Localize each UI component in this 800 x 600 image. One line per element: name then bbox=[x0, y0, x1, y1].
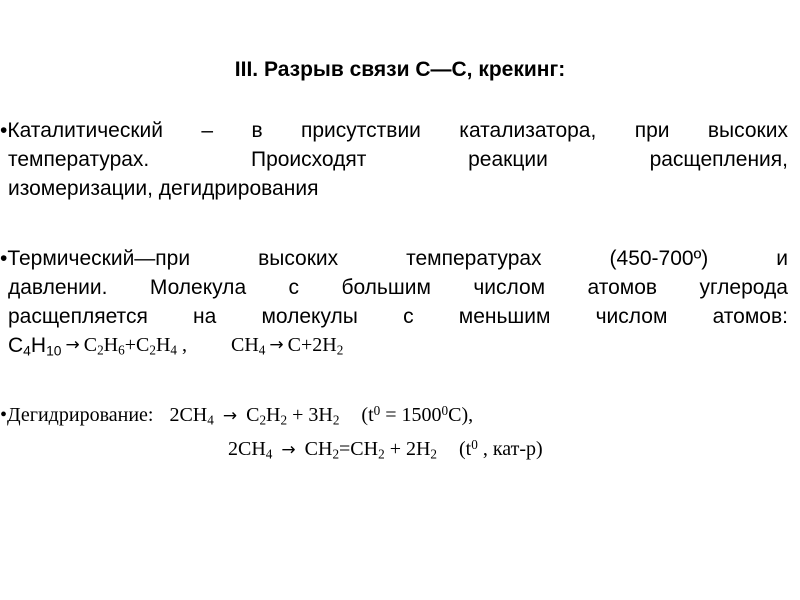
subscript: 4 bbox=[23, 342, 31, 359]
word: атомов bbox=[587, 276, 658, 299]
butane-formula bbox=[8, 331, 61, 360]
product-formula bbox=[246, 404, 339, 426]
subscript: 2 bbox=[378, 446, 385, 462]
word: с bbox=[403, 305, 414, 328]
catalytic-line-2 bbox=[0, 145, 788, 174]
superscript: 0 bbox=[471, 437, 478, 453]
word: углерода bbox=[699, 276, 788, 299]
formula-part: + 3H bbox=[287, 404, 333, 426]
subscript: 4 bbox=[258, 342, 266, 358]
formula-part: C), bbox=[448, 404, 474, 426]
word: расщепляется bbox=[8, 305, 148, 328]
word: в bbox=[251, 119, 263, 142]
reactant-formula bbox=[228, 438, 272, 460]
catalytic-paragraph bbox=[0, 116, 788, 203]
word: Молекула bbox=[149, 276, 247, 299]
subscript: 4 bbox=[170, 342, 177, 358]
bullet-glyph: • bbox=[0, 119, 8, 142]
methane-products bbox=[288, 331, 344, 360]
subscript: 2 bbox=[259, 412, 267, 428]
subscript: 2 bbox=[332, 412, 340, 428]
bullet-glyph: • bbox=[0, 247, 8, 270]
formula-part: + 2H bbox=[384, 438, 431, 460]
word: изомеризации, дегидрирования bbox=[8, 177, 319, 200]
word: катализатора, bbox=[459, 119, 597, 142]
arrow-icon: → bbox=[281, 440, 296, 460]
subscript: 4 bbox=[265, 446, 273, 462]
cracking-products bbox=[84, 331, 187, 360]
superscript: 0 bbox=[373, 403, 381, 419]
subscript: 6 bbox=[118, 342, 125, 358]
word: при bbox=[634, 119, 670, 142]
formula-part: H bbox=[103, 334, 119, 356]
formula-part: 2CH bbox=[169, 404, 208, 426]
slide-title: III. Разрыв связи С—С, крекинг: bbox=[234, 58, 566, 81]
arrow-icon: → bbox=[222, 406, 238, 426]
word: Термический—при bbox=[7, 247, 191, 270]
thermal-line-1 bbox=[0, 244, 788, 273]
word: большим bbox=[341, 276, 431, 299]
word: – bbox=[201, 119, 214, 142]
formula-part: H bbox=[266, 404, 281, 426]
bullet-glyph: • bbox=[0, 404, 8, 426]
subscript: 2 bbox=[430, 446, 438, 462]
word: меньшим bbox=[458, 305, 551, 328]
word: температурах bbox=[406, 247, 542, 270]
word: высоких bbox=[707, 119, 788, 142]
dehydrogenation-reaction-2 bbox=[228, 435, 543, 464]
word: давлении. bbox=[8, 276, 108, 299]
thermal-line-3 bbox=[0, 302, 788, 331]
formula-part: (t bbox=[459, 438, 472, 460]
reaction-condition bbox=[361, 404, 473, 426]
product-formula bbox=[305, 438, 437, 460]
word: реакции bbox=[468, 148, 548, 171]
subscript: 10 bbox=[46, 342, 62, 359]
catalytic-line-3 bbox=[0, 174, 788, 203]
word: Происходят bbox=[250, 148, 367, 171]
thermal-equation bbox=[0, 331, 788, 360]
thermal-paragraph bbox=[0, 244, 788, 360]
formula-part: CH bbox=[230, 334, 259, 356]
formula-part: =CH bbox=[339, 438, 379, 460]
subscript: 2 bbox=[280, 412, 288, 428]
word: Каталитический bbox=[7, 119, 163, 142]
formula-part: , кат-р) bbox=[477, 438, 543, 460]
methane-formula bbox=[231, 331, 265, 360]
formula-part: C bbox=[246, 404, 260, 426]
subscript: 2 bbox=[336, 342, 344, 358]
superscript: 0 bbox=[441, 403, 449, 419]
formula-part: 2CH bbox=[228, 438, 266, 460]
word: присутствии bbox=[301, 119, 421, 142]
word: (450-700º) bbox=[609, 247, 709, 270]
reactant-formula bbox=[169, 404, 213, 426]
formula-part: C bbox=[8, 334, 24, 357]
formula-part: H bbox=[30, 334, 47, 357]
reaction-condition bbox=[459, 438, 543, 460]
subscript: 2 bbox=[332, 446, 340, 462]
dehydrogenation-label: Дегидрирование: bbox=[7, 404, 154, 426]
word: и bbox=[776, 247, 788, 270]
spacer bbox=[187, 331, 231, 360]
formula-part: (t bbox=[361, 404, 374, 426]
formula-part: +C bbox=[124, 334, 150, 356]
formula-part: C bbox=[83, 334, 98, 356]
word: с bbox=[288, 276, 300, 299]
catalytic-line-1 bbox=[0, 116, 788, 145]
bullet bbox=[0, 116, 163, 145]
formula-part: CH bbox=[304, 438, 333, 460]
word: молекулы bbox=[261, 305, 358, 328]
thermal-line-2 bbox=[0, 273, 788, 302]
word: атомов: bbox=[712, 305, 788, 328]
arrow-icon: → bbox=[65, 335, 80, 355]
subscript: 2 bbox=[97, 342, 104, 358]
word: числом bbox=[595, 305, 668, 328]
formula-part: H bbox=[155, 334, 171, 356]
formula-part: C+2H bbox=[287, 334, 337, 356]
dehydrogenation-reaction-1 bbox=[0, 401, 473, 430]
word: расщепления, bbox=[649, 148, 788, 171]
subscript: 4 bbox=[207, 412, 214, 428]
word: числом bbox=[473, 276, 546, 299]
formula-part: = 1500 bbox=[380, 404, 442, 426]
formula-part: , bbox=[176, 334, 187, 356]
word: на bbox=[193, 305, 217, 328]
subscript: 2 bbox=[149, 342, 156, 358]
word: высоких bbox=[258, 247, 339, 270]
word: температурах. bbox=[8, 148, 150, 171]
bullet bbox=[0, 244, 190, 273]
arrow-icon: → bbox=[269, 335, 284, 355]
